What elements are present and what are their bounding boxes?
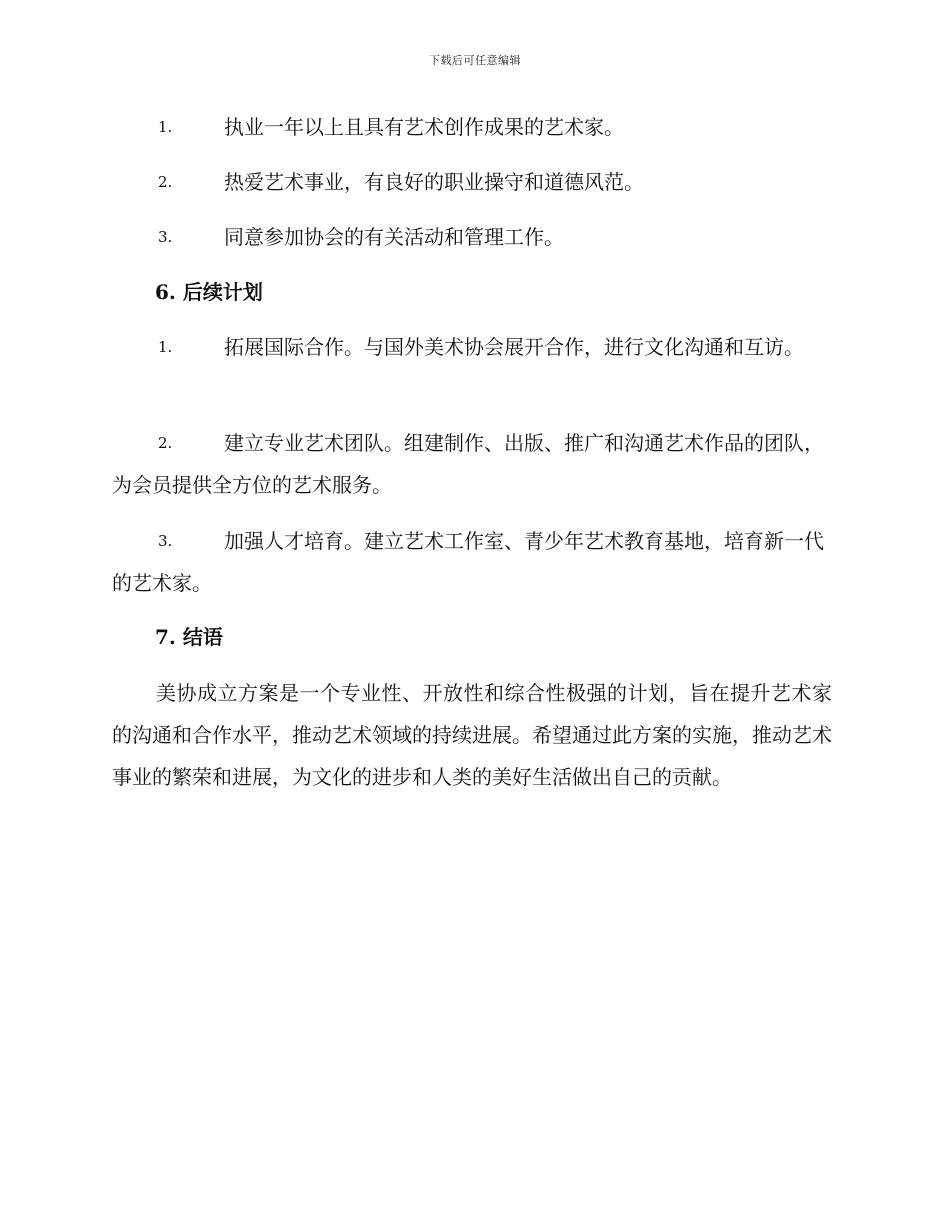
list-text: 热爱艺术事业，有良好的职业操守和道德风范。	[224, 170, 644, 194]
list-number: 1.	[158, 118, 173, 136]
list-item	[112, 106, 832, 148]
list-number: 3.	[158, 228, 173, 246]
page-header: 下载后可任意编辑	[429, 54, 521, 67]
list-item	[112, 422, 832, 506]
list-number: 2.	[158, 173, 173, 191]
list-item	[112, 161, 832, 203]
list-text: 执业一年以上且具有艺术创作成果的艺术家。	[224, 115, 624, 139]
list-number: 1.	[158, 338, 173, 356]
list-item	[112, 326, 832, 368]
list-number: 2.	[158, 434, 173, 452]
list-item	[112, 520, 832, 604]
list-text: 同意参加协会的有关活动和管理工作。	[224, 225, 564, 249]
section-heading-plans: 6. 后续计划	[155, 280, 263, 304]
list-text: 建立专业艺术团队。组建制作、出版、推广和沟通艺术作品的团队，为会员提供全方位的艺术服务。	[112, 431, 824, 497]
section-heading-conclusion: 7. 结语	[155, 625, 223, 649]
list-item	[112, 216, 832, 258]
list-text: 拓展国际合作。与国外美术协会展开合作，进行文化沟通和互访。	[224, 335, 804, 359]
list-text: 加强人才培育。建立艺术工作室、青少年艺术教育基地，培育新一代的艺术家。	[112, 529, 824, 595]
list-number: 3.	[158, 532, 173, 550]
conclusion-paragraph: 美协成立方案是一个专业性、开放性和综合性极强的计划，旨在提升艺术家的沟通和合作水平，推动艺术领域的持续进展。希望通过此方案的实施，推动艺术事业的繁荣和进展，为文化的进步和人类的美好生活做出自己的贡献。	[112, 681, 832, 789]
